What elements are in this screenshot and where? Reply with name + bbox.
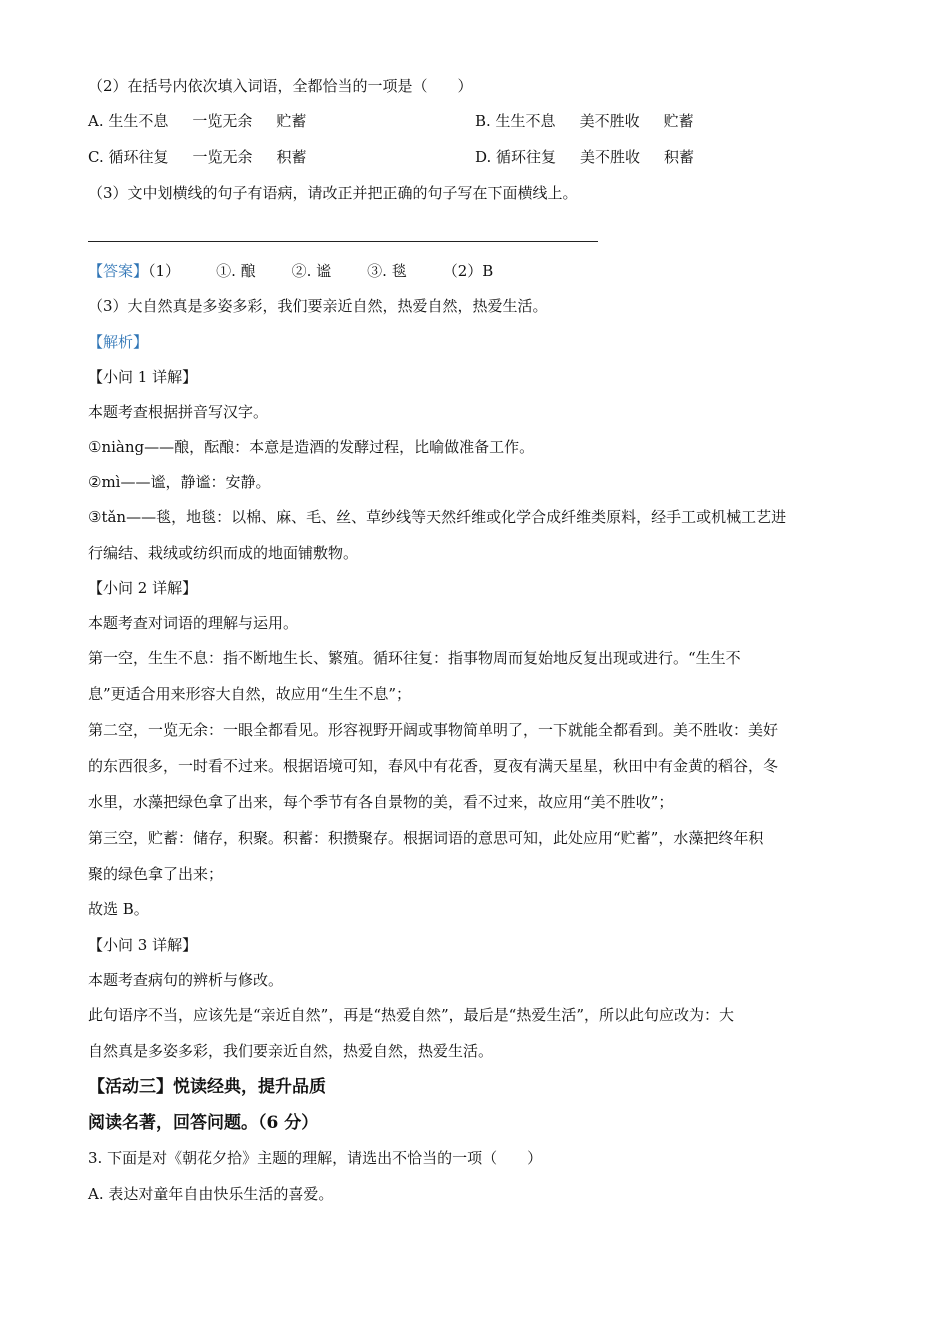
option-a — [88, 111, 306, 131]
subq2-heading: 【小问 2 详解】 — [88, 579, 198, 597]
answer-part1-label: （1） — [148, 262, 181, 280]
subq1-line5: 行编结、栽绒或纺织而成的地面铺敷物。 — [88, 544, 359, 562]
answer-1: ①. 酿 — [216, 262, 256, 280]
subq2-line6: 水里，水藻把绿色拿了出来，每个季节有各自景物的美，看不过来，故应用“美不胜收”； — [88, 793, 674, 811]
subq1-line2: ①niàng——酿，酝酿：本意是造酒的发酵过程，比喻做准备工作。 — [88, 438, 535, 456]
activity3-title: 【活动三】悦读经典，提升品质 — [88, 1077, 326, 1097]
option-b-word1: B. 生生不息 — [475, 112, 556, 130]
subq2-line2: 第一空，生生不息：指不断地生长、繁殖。循环往复：指事物周而复始地反复出现或进行。“生生不 — [88, 649, 741, 667]
answer-2: ②. 谧 — [291, 262, 332, 280]
answer-3: ③. 毯 — [367, 262, 407, 280]
option-b-word3: 贮蓄 — [663, 112, 694, 130]
option-a-word1: A. 生生不息 — [88, 112, 169, 130]
subq1-heading: 【小问 1 详解】 — [88, 368, 198, 386]
answer-part2: （2）B — [442, 262, 494, 280]
subq1-line3: ②mì——谧，静谧：安静。 — [88, 473, 271, 491]
option-c-word1: C. 循环往复 — [88, 148, 169, 166]
subq3-line3: 自然真是多姿多彩，我们要亲近自然，热爱自然，热爱生活。 — [88, 1042, 494, 1060]
subq2-line7: 第三空，贮蓄：储存，积聚。积蓄：积攒聚存。根据词语的意思可知，此处应用“贮蓄”，水藻把终年积 — [88, 829, 764, 847]
option-b-word2: 美不胜收 — [579, 112, 640, 130]
activity3-subtitle: 阅读名著，回答问题。（6 分） — [88, 1113, 319, 1133]
option-d — [475, 147, 694, 167]
q3-classics-stem: 3. 下面是对《朝花夕拾》主题的理解，请选出不恰当的一项（ ） — [88, 1149, 543, 1167]
subq1-line4: ③tǎn——毯，地毯：以棉、麻、毛、丝、草纱线等天然纤维或化学合成纤维类原料，经手工或机械工艺进 — [88, 508, 787, 526]
subq2-line5: 的东西很多，一时看不过来。根据语境可知，春风中有花香，夏夜有满天星星，秋田中有金黄的稻谷，冬 — [88, 757, 779, 775]
option-c-word2: 一览无余 — [192, 148, 253, 166]
subq2-line4: 第二空，一览无余：一眼全都看见。形容视野开阔或事物简单明了，一下就能全都看到。美不胜收：美好 — [88, 721, 779, 739]
answer-part3: （3）大自然真是多姿多彩，我们要亲近自然，热爱自然，热爱生活。 — [88, 297, 548, 315]
option-d-word2: 美不胜收 — [580, 148, 641, 166]
option-c-word3: 积蓄 — [276, 148, 307, 166]
subq3-line1: 本题考查病句的辨析与修改。 — [88, 971, 284, 989]
answer-blank-line — [88, 241, 598, 242]
subq3-line2: 此句语序不当，应该先是“亲近自然”，再是“热爱自然”，最后是“热爱生活”，所以此句应改为：大 — [88, 1006, 735, 1024]
subq2-line3: 息”更适合用来形容大自然，故应用“生生不息”； — [88, 685, 412, 703]
option-b — [475, 111, 694, 131]
subq2-line9: 故选 B。 — [88, 900, 149, 918]
option-a-word2: 一览无余 — [192, 112, 253, 130]
q3-classics-option-a: A. 表达对童年自由快乐生活的喜爱。 — [88, 1185, 334, 1203]
analysis-tag: 【解析】 — [88, 333, 149, 351]
subq2-line8: 聚的绿色拿了出来； — [88, 865, 224, 883]
subq3-heading: 【小问 3 详解】 — [88, 936, 198, 954]
answer-line — [88, 261, 493, 281]
option-d-word1: D. 循环往复 — [475, 148, 557, 166]
q2-stem: （2）在括号内依次填入词语，全都恰当的一项是（ ） — [88, 77, 473, 95]
option-c — [88, 147, 307, 167]
subq2-line1: 本题考查对词语的理解与运用。 — [88, 614, 299, 632]
q3-stem: （3）文中划横线的句子有语病，请改正并把正确的句子写在下面横线上。 — [88, 184, 578, 202]
option-d-word3: 积蓄 — [664, 148, 695, 166]
option-a-word3: 贮蓄 — [276, 112, 307, 130]
answer-tag: 【答案】 — [88, 262, 149, 280]
subq1-line1: 本题考查根据拼音写汉字。 — [88, 403, 269, 421]
